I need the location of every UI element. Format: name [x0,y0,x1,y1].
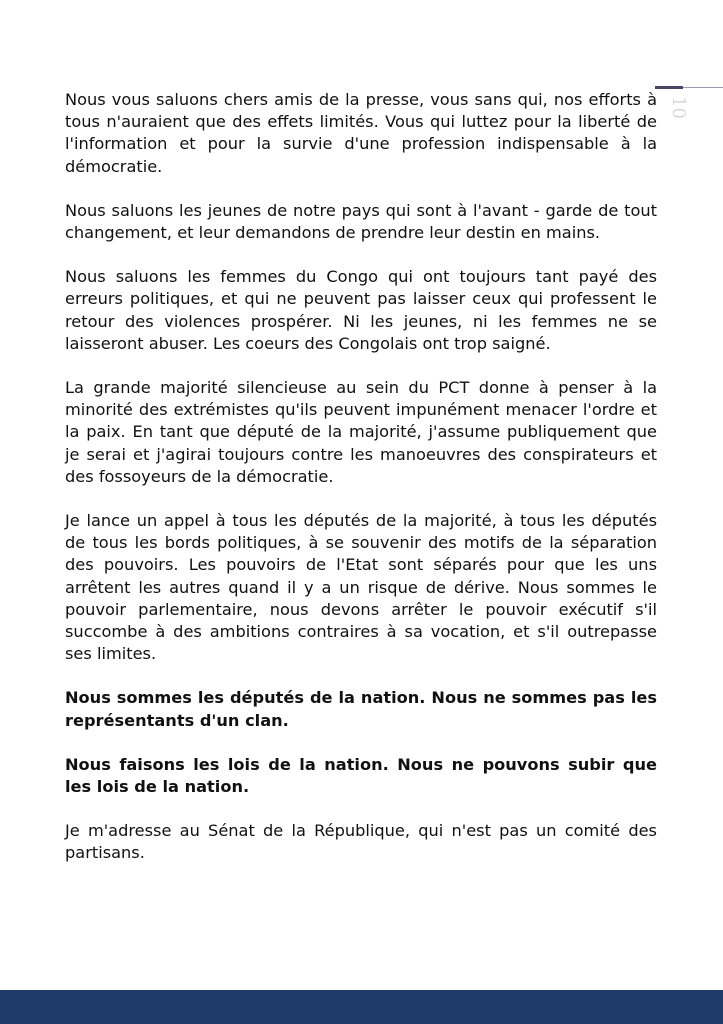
paragraph-women: Nous saluons les femmes du Congo qui ont toujours tant payé des erreurs politiques, et qui ne peuvent pas laisser ceux qui professent le retour des violences prospérer. Ni les jeunes, ni les femmes ne se laisseront abuser. Les coeurs des Congolais ont trop saigné. [65,267,657,353]
paragraph-laws-of-nation: Nous faisons les lois de la nation. Nous ne pouvons subir que les lois de la nation. [65,754,657,797]
paragraph-press: Nous vous saluons chers amis de la presse, vous sans qui, nos efforts à tous n'auraient que des effets limités. Vous qui luttez pour la liberté de l'information et pour la survie d'une profession indispensable à la démocratie. [65,90,657,176]
page-marker-rule-dark [655,86,683,89]
page-marker-rule-light [683,87,723,88]
paragraph-appeal-deputies: Je lance un appel à tous les députés de la majorité, à tous les députés de tous les bords politiques, à se souvenir des motifs de la séparation des pouvoirs. Les pouvoirs de l'Etat sont séparés pour que les uns arrêtent les autres quand il y a un risque de dérive. Nous sommes le pouvoir parlementaire, nous devons arrêter le pouvoir exécutif s'il succombe à des ambitions contraires à sa vocation, et s'il outrepasse ses limites. [65,511,657,664]
page-number: 10 [668,96,689,119]
page-number-marker [655,86,723,138]
paragraph-majority: La grande majorité silencieuse au sein du PCT donne à penser à la minorité des extrémistes qu'ils peuvent impunément menacer l'ordre et la paix. En tant que député de la majorité, j'assume publiquement que je serai et j'agirai toujours contre les manoeuvres des conspirateurs et des fossoyeurs de la démocratie. [65,378,657,486]
document-body [65,89,657,865]
paragraph-youth: Nous saluons les jeunes de notre pays qui sont à l'avant - garde de tout changement, et leur demandons de prendre leur destin en mains. [65,200,657,243]
footer-band [0,990,723,1024]
paragraph-deputies-of-nation: Nous sommes les députés de la nation. Nous ne sommes pas les représentants d'un clan. [65,688,657,730]
paragraph-senate: Je m'adresse au Sénat de la République, qui n'est pas un comité des partisans. [65,821,657,863]
